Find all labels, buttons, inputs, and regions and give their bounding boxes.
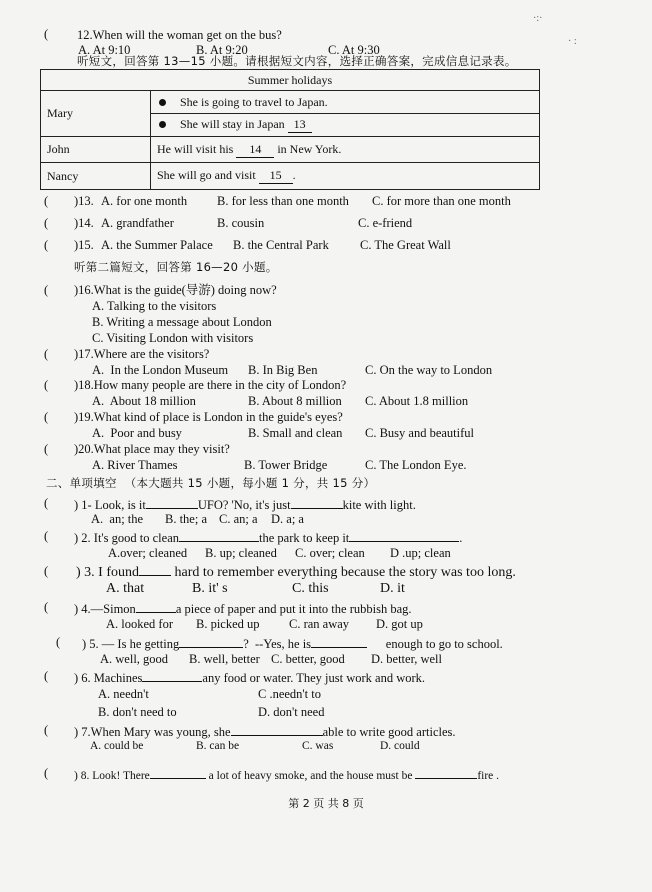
page-number: 第 2 页 共 8 页 [288, 797, 364, 810]
blank[interactable] [415, 767, 477, 779]
mary-line-2 [151, 114, 540, 137]
answer-paren: ( [44, 766, 49, 780]
blank[interactable] [146, 497, 198, 509]
answer-paren: ( [44, 564, 49, 578]
stem-part: hard to remember everything because the story was too long. [174, 565, 516, 580]
option-a: A. well, good [100, 652, 169, 666]
option-c: C. At 9:30 [328, 43, 380, 57]
option-a: A. At 9:10 [78, 43, 131, 57]
option-a: A. Poor and busy [92, 426, 182, 440]
option-d: D. a; a [271, 512, 304, 526]
stem-part: ) 2. It's good to clean [74, 531, 180, 545]
option-b: B. picked up [196, 617, 260, 631]
nancy-text: She will go and visit [157, 168, 256, 182]
option-d: D. got up [376, 617, 423, 631]
blank[interactable] [311, 636, 367, 648]
answer-paren: ( [44, 283, 49, 297]
option-a: A. River Thames [92, 458, 178, 472]
option-d: D. could [380, 740, 420, 752]
answer-paren: ( [44, 27, 49, 41]
option-c: C. for more than one month [372, 194, 511, 208]
answer-paren: ( [44, 238, 49, 252]
option-a: A. could be [90, 740, 144, 752]
row-name-nancy: Nancy [41, 163, 151, 190]
scan-speck: · : [568, 36, 577, 47]
option-c: C. e-friend [358, 216, 413, 230]
option-c: C. over; clean [295, 546, 365, 560]
option-b: B. can be [196, 740, 240, 752]
question-16: )16.What is the guide(导游) doing now? [74, 283, 277, 297]
option-b: B. up; cleaned [205, 546, 277, 560]
stem-part: ) 8. Look! There [74, 770, 150, 782]
answer-paren: ( [44, 347, 49, 361]
blank[interactable] [349, 530, 459, 542]
question-17: )17.Where are the visitors? [74, 347, 210, 361]
option-b: B. don't need to [98, 705, 177, 719]
mary-line-1 [151, 91, 540, 114]
stem-part: a lot of heavy smoke, and the house must be [208, 770, 413, 782]
question-12: 12.When will the woman get on the bus? [77, 28, 282, 42]
option-b: B. for less than one month [217, 194, 349, 208]
option-d: D .up; clean [390, 546, 451, 560]
answer-paren: ( [44, 600, 49, 614]
blank-13[interactable]: 13 [288, 117, 312, 133]
question-20: )20.What place may they visit? [74, 442, 230, 456]
option-b: B. cousin [217, 216, 265, 230]
question-s5 [82, 636, 503, 651]
answer-paren: ( [44, 442, 49, 456]
option-b: B. it' s [192, 581, 228, 596]
option-a: A. About 18 million [92, 394, 196, 408]
blank[interactable] [179, 636, 243, 648]
option-c: C. Busy and beautiful [365, 426, 475, 440]
nancy-text-end: . [292, 168, 296, 182]
question-18: )18.How many people are there in the city of London? [74, 378, 347, 392]
question-s7 [74, 724, 456, 739]
option-c: C. this [292, 581, 329, 596]
option-b: B. Tower Bridge [244, 458, 328, 472]
option-d: D. don't need [258, 705, 325, 719]
section-heading-13-15: 听短文，回答第 13—15 小题。请根据短文内容，选择正确答案，完成信息记录表。 [77, 54, 517, 68]
stem-part: ) 6. Machines [74, 671, 143, 685]
bullet-icon [159, 99, 166, 106]
option-a: A. that [106, 581, 145, 596]
option-b: B. Writing a message about London [92, 315, 272, 329]
table-title: Summer holidays [41, 70, 540, 91]
blank-14[interactable]: 14 [236, 142, 274, 158]
option-c: C. was [302, 740, 334, 752]
option-b: B. the Central Park [233, 238, 329, 252]
option-a: A. needn't [98, 687, 149, 701]
blank[interactable] [139, 564, 171, 576]
stem-part: ) 7.When Mary was young, she [74, 725, 231, 739]
answer-paren: ( [44, 410, 49, 424]
question-19: )19.What kind of place is London in the guide's eyes? [74, 410, 343, 424]
john-text-end: in New York. [277, 141, 342, 156]
blank[interactable] [150, 767, 206, 779]
section-2-heading: 二、单项填空 （本大题共 15 小题，每小题 1 分，共 15 分） [46, 476, 376, 490]
question-14-number: )14. [74, 216, 94, 230]
mary-text-1: She is going to travel to Japan. [180, 94, 328, 109]
option-a: A.over; cleaned [108, 546, 188, 560]
blank[interactable] [136, 601, 176, 613]
option-c: C. About 1.8 million [365, 394, 469, 408]
summer-holidays-table [40, 69, 540, 190]
option-c: C. The Great Wall [360, 238, 451, 252]
stem-part: . [459, 531, 463, 545]
stem-part: a piece of paper and put it into the rubbish bag. [175, 602, 412, 616]
answer-paren: ( [44, 216, 49, 230]
stem-part: fire . [477, 770, 500, 782]
option-c: C .needn't to [258, 687, 322, 701]
question-s1 [74, 497, 416, 512]
blank[interactable] [142, 670, 202, 682]
option-c: C. Visiting London with visitors [92, 331, 254, 345]
answer-paren: ( [44, 496, 49, 510]
stem-part: able to write good articles. [322, 725, 456, 739]
answer-paren: ( [44, 378, 49, 392]
answer-paren: ( [56, 635, 61, 649]
option-d: D. it [380, 581, 405, 596]
blank[interactable] [231, 724, 323, 736]
option-d: D. better, well [371, 652, 443, 666]
mary-text-2: She will stay in Japan [180, 117, 285, 131]
stem-part: ) 3. I found [76, 565, 139, 580]
option-a: A. grandfather [101, 216, 174, 230]
option-a: A. Talking to the visitors [92, 299, 217, 313]
answer-paren: ( [44, 194, 49, 208]
stem-part: any food or water. They just work and work. [202, 671, 426, 685]
stem-part: ) 4.—Simon [74, 602, 136, 616]
question-13-number: )13. [74, 194, 94, 208]
option-c: C. ran away [289, 617, 350, 631]
stem-part: ) 1- Look, is it [74, 498, 146, 512]
bullet-icon [159, 121, 166, 128]
john-line [151, 137, 540, 163]
question-s3 [76, 564, 516, 580]
answer-paren: ( [44, 723, 49, 737]
option-a: A. for one month [101, 194, 188, 208]
option-b: B. the; a [165, 512, 208, 526]
question-s2 [74, 530, 462, 545]
nancy-line [151, 163, 540, 190]
option-a: A. In the London Museum [92, 363, 229, 377]
option-c: C. an; a [219, 512, 258, 526]
question-s4 [74, 601, 412, 616]
scan-speck: ·:· [533, 13, 543, 24]
question-15-number: )15. [74, 238, 94, 252]
option-c: C. On the way to London [365, 363, 493, 377]
question-s6 [74, 670, 425, 685]
option-b: B. At 9:20 [196, 43, 248, 57]
option-b: B. Small and clean [248, 426, 343, 440]
stem-part: enough to go to school. [385, 637, 503, 651]
answer-paren: ( [44, 529, 49, 543]
blank[interactable] [179, 530, 259, 542]
stem-part: ) 5. — Is he getting [82, 637, 180, 651]
stem-part: UFO? 'No, it's just [197, 498, 291, 512]
question-s8 [74, 767, 499, 783]
option-b: B. In Big Ben [248, 363, 318, 377]
john-text: He will visit his [157, 141, 234, 156]
option-c: C. better, good [271, 652, 345, 666]
answer-paren: ( [44, 669, 49, 683]
option-a: A. the Summer Palace [101, 238, 213, 252]
row-name-john: John [41, 137, 151, 163]
blank-15[interactable]: 15 [259, 168, 293, 184]
option-c: C. The London Eye. [365, 458, 467, 472]
option-a: A. looked for [106, 617, 173, 631]
stem-part: ? --Yes, he is [243, 637, 312, 651]
section-heading-16-20: 听第二篇短文，回答第 16—20 小题。 [74, 260, 278, 274]
option-b: B. About 8 million [248, 394, 342, 408]
row-name-mary: Mary [41, 91, 151, 137]
blank[interactable] [291, 497, 343, 509]
option-a: A. an; the [91, 512, 144, 526]
stem-part: kite with light. [342, 498, 416, 512]
stem-part: the park to keep it [259, 531, 350, 545]
option-b: B. well, better [189, 652, 260, 666]
